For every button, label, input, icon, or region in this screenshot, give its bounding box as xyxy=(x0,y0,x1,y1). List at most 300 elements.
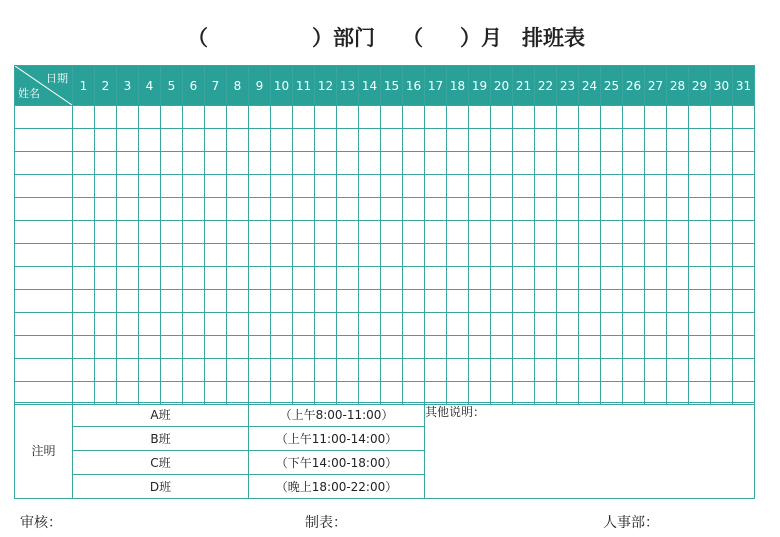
schedule-cell[interactable] xyxy=(689,267,711,290)
schedule-cell[interactable] xyxy=(161,221,183,244)
schedule-cell[interactable] xyxy=(117,175,139,198)
schedule-cell[interactable] xyxy=(205,313,227,336)
schedule-cell[interactable] xyxy=(205,198,227,221)
schedule-cell[interactable] xyxy=(73,221,95,244)
schedule-cell[interactable] xyxy=(117,336,139,359)
schedule-cell[interactable] xyxy=(623,267,645,290)
schedule-cell[interactable] xyxy=(623,336,645,359)
schedule-cell[interactable] xyxy=(667,106,689,129)
schedule-cell[interactable] xyxy=(601,244,623,267)
schedule-cell[interactable] xyxy=(469,175,491,198)
schedule-cell[interactable] xyxy=(425,152,447,175)
schedule-cell[interactable] xyxy=(733,336,755,359)
name-cell[interactable] xyxy=(15,106,73,129)
schedule-cell[interactable] xyxy=(667,267,689,290)
schedule-cell[interactable] xyxy=(447,152,469,175)
schedule-cell[interactable] xyxy=(337,336,359,359)
schedule-cell[interactable] xyxy=(689,221,711,244)
schedule-cell[interactable] xyxy=(139,313,161,336)
schedule-cell[interactable] xyxy=(359,221,381,244)
schedule-cell[interactable] xyxy=(733,244,755,267)
schedule-cell[interactable] xyxy=(227,313,249,336)
schedule-cell[interactable] xyxy=(403,152,425,175)
schedule-cell[interactable] xyxy=(293,290,315,313)
schedule-cell[interactable] xyxy=(73,152,95,175)
schedule-cell[interactable] xyxy=(689,290,711,313)
schedule-cell[interactable] xyxy=(645,267,667,290)
schedule-cell[interactable] xyxy=(667,152,689,175)
schedule-cell[interactable] xyxy=(381,106,403,129)
schedule-cell[interactable] xyxy=(623,175,645,198)
schedule-cell[interactable] xyxy=(161,175,183,198)
schedule-cell[interactable] xyxy=(601,175,623,198)
schedule-cell[interactable] xyxy=(95,198,117,221)
schedule-cell[interactable] xyxy=(513,336,535,359)
schedule-cell[interactable] xyxy=(381,152,403,175)
schedule-cell[interactable] xyxy=(557,267,579,290)
schedule-cell[interactable] xyxy=(645,313,667,336)
schedule-cell[interactable] xyxy=(381,290,403,313)
name-cell[interactable] xyxy=(15,244,73,267)
schedule-cell[interactable] xyxy=(337,152,359,175)
schedule-cell[interactable] xyxy=(117,267,139,290)
schedule-cell[interactable] xyxy=(469,221,491,244)
schedule-cell[interactable] xyxy=(183,244,205,267)
schedule-cell[interactable] xyxy=(535,106,557,129)
schedule-cell[interactable] xyxy=(447,336,469,359)
schedule-cell[interactable] xyxy=(315,336,337,359)
schedule-cell[interactable] xyxy=(73,129,95,152)
schedule-cell[interactable] xyxy=(425,359,447,382)
schedule-cell[interactable] xyxy=(557,198,579,221)
schedule-cell[interactable] xyxy=(623,129,645,152)
schedule-cell[interactable] xyxy=(381,336,403,359)
schedule-cell[interactable] xyxy=(73,106,95,129)
schedule-cell[interactable] xyxy=(557,336,579,359)
schedule-cell[interactable] xyxy=(425,129,447,152)
schedule-cell[interactable] xyxy=(469,336,491,359)
schedule-cell[interactable] xyxy=(315,267,337,290)
schedule-cell[interactable] xyxy=(579,290,601,313)
schedule-cell[interactable] xyxy=(293,313,315,336)
schedule-cell[interactable] xyxy=(271,290,293,313)
schedule-cell[interactable] xyxy=(359,198,381,221)
schedule-cell[interactable] xyxy=(227,267,249,290)
schedule-cell[interactable] xyxy=(73,267,95,290)
schedule-cell[interactable] xyxy=(117,129,139,152)
schedule-cell[interactable] xyxy=(557,129,579,152)
schedule-cell[interactable] xyxy=(403,359,425,382)
schedule-cell[interactable] xyxy=(491,336,513,359)
schedule-cell[interactable] xyxy=(271,267,293,290)
schedule-cell[interactable] xyxy=(557,290,579,313)
schedule-cell[interactable] xyxy=(227,152,249,175)
schedule-cell[interactable] xyxy=(403,336,425,359)
schedule-cell[interactable] xyxy=(117,152,139,175)
schedule-cell[interactable] xyxy=(359,336,381,359)
schedule-cell[interactable] xyxy=(337,244,359,267)
schedule-cell[interactable] xyxy=(491,359,513,382)
schedule-cell[interactable] xyxy=(271,175,293,198)
schedule-cell[interactable] xyxy=(579,244,601,267)
schedule-cell[interactable] xyxy=(337,221,359,244)
schedule-cell[interactable] xyxy=(73,336,95,359)
schedule-cell[interactable] xyxy=(711,175,733,198)
schedule-cell[interactable] xyxy=(689,198,711,221)
schedule-cell[interactable] xyxy=(95,106,117,129)
schedule-cell[interactable] xyxy=(491,244,513,267)
schedule-cell[interactable] xyxy=(535,359,557,382)
schedule-cell[interactable] xyxy=(447,267,469,290)
schedule-cell[interactable] xyxy=(161,129,183,152)
schedule-cell[interactable] xyxy=(161,267,183,290)
schedule-cell[interactable] xyxy=(293,198,315,221)
schedule-cell[interactable] xyxy=(95,359,117,382)
schedule-cell[interactable] xyxy=(645,198,667,221)
schedule-cell[interactable] xyxy=(359,290,381,313)
schedule-cell[interactable] xyxy=(161,152,183,175)
schedule-cell[interactable] xyxy=(535,175,557,198)
schedule-cell[interactable] xyxy=(579,106,601,129)
schedule-cell[interactable] xyxy=(139,336,161,359)
schedule-cell[interactable] xyxy=(205,152,227,175)
schedule-cell[interactable] xyxy=(337,313,359,336)
schedule-cell[interactable] xyxy=(601,129,623,152)
schedule-cell[interactable] xyxy=(315,359,337,382)
schedule-cell[interactable] xyxy=(381,244,403,267)
schedule-cell[interactable] xyxy=(381,359,403,382)
schedule-cell[interactable] xyxy=(623,106,645,129)
schedule-cell[interactable] xyxy=(535,129,557,152)
schedule-cell[interactable] xyxy=(491,313,513,336)
schedule-cell[interactable] xyxy=(227,129,249,152)
schedule-cell[interactable] xyxy=(227,198,249,221)
schedule-cell[interactable] xyxy=(469,313,491,336)
schedule-cell[interactable] xyxy=(601,106,623,129)
schedule-cell[interactable] xyxy=(601,221,623,244)
schedule-cell[interactable] xyxy=(535,313,557,336)
schedule-cell[interactable] xyxy=(645,336,667,359)
schedule-cell[interactable] xyxy=(491,290,513,313)
schedule-cell[interactable] xyxy=(293,244,315,267)
schedule-cell[interactable] xyxy=(161,106,183,129)
schedule-cell[interactable] xyxy=(513,290,535,313)
schedule-cell[interactable] xyxy=(557,221,579,244)
schedule-cell[interactable] xyxy=(95,290,117,313)
schedule-cell[interactable] xyxy=(117,221,139,244)
schedule-cell[interactable] xyxy=(271,359,293,382)
schedule-cell[interactable] xyxy=(513,267,535,290)
schedule-cell[interactable] xyxy=(711,290,733,313)
schedule-cell[interactable] xyxy=(205,129,227,152)
schedule-cell[interactable] xyxy=(183,129,205,152)
schedule-cell[interactable] xyxy=(95,244,117,267)
schedule-cell[interactable] xyxy=(645,106,667,129)
schedule-cell[interactable] xyxy=(447,313,469,336)
schedule-cell[interactable] xyxy=(579,198,601,221)
other-notes[interactable]: 其他说明： xyxy=(425,403,755,499)
schedule-cell[interactable] xyxy=(117,244,139,267)
schedule-cell[interactable] xyxy=(645,175,667,198)
schedule-cell[interactable] xyxy=(403,244,425,267)
schedule-cell[interactable] xyxy=(139,175,161,198)
schedule-cell[interactable] xyxy=(403,198,425,221)
schedule-cell[interactable] xyxy=(293,152,315,175)
schedule-cell[interactable] xyxy=(183,221,205,244)
schedule-cell[interactable] xyxy=(535,244,557,267)
schedule-cell[interactable] xyxy=(469,290,491,313)
schedule-cell[interactable] xyxy=(645,129,667,152)
schedule-cell[interactable] xyxy=(469,267,491,290)
schedule-cell[interactable] xyxy=(381,221,403,244)
schedule-cell[interactable] xyxy=(711,106,733,129)
schedule-cell[interactable] xyxy=(469,244,491,267)
schedule-cell[interactable] xyxy=(579,129,601,152)
schedule-cell[interactable] xyxy=(359,359,381,382)
schedule-cell[interactable] xyxy=(689,244,711,267)
schedule-cell[interactable] xyxy=(183,198,205,221)
schedule-cell[interactable] xyxy=(513,244,535,267)
schedule-cell[interactable] xyxy=(557,359,579,382)
schedule-cell[interactable] xyxy=(95,336,117,359)
schedule-cell[interactable] xyxy=(491,129,513,152)
schedule-cell[interactable] xyxy=(117,106,139,129)
schedule-cell[interactable] xyxy=(249,359,271,382)
schedule-cell[interactable] xyxy=(557,152,579,175)
schedule-cell[interactable] xyxy=(425,106,447,129)
schedule-cell[interactable] xyxy=(249,244,271,267)
schedule-cell[interactable] xyxy=(645,152,667,175)
schedule-cell[interactable] xyxy=(227,244,249,267)
schedule-cell[interactable] xyxy=(205,221,227,244)
schedule-cell[interactable] xyxy=(227,175,249,198)
schedule-cell[interactable] xyxy=(491,106,513,129)
schedule-cell[interactable] xyxy=(205,244,227,267)
schedule-cell[interactable] xyxy=(667,221,689,244)
schedule-cell[interactable] xyxy=(513,175,535,198)
schedule-cell[interactable] xyxy=(733,267,755,290)
schedule-cell[interactable] xyxy=(227,106,249,129)
schedule-cell[interactable] xyxy=(447,198,469,221)
schedule-cell[interactable] xyxy=(183,152,205,175)
schedule-cell[interactable] xyxy=(249,175,271,198)
schedule-cell[interactable] xyxy=(227,221,249,244)
schedule-cell[interactable] xyxy=(425,336,447,359)
schedule-cell[interactable] xyxy=(689,313,711,336)
schedule-cell[interactable] xyxy=(711,198,733,221)
schedule-cell[interactable] xyxy=(667,336,689,359)
schedule-cell[interactable] xyxy=(249,106,271,129)
name-cell[interactable] xyxy=(15,267,73,290)
schedule-cell[interactable] xyxy=(535,290,557,313)
schedule-cell[interactable] xyxy=(271,129,293,152)
schedule-cell[interactable] xyxy=(491,267,513,290)
schedule-cell[interactable] xyxy=(579,175,601,198)
schedule-cell[interactable] xyxy=(315,244,337,267)
schedule-cell[interactable] xyxy=(161,290,183,313)
schedule-cell[interactable] xyxy=(183,267,205,290)
schedule-cell[interactable] xyxy=(183,290,205,313)
schedule-cell[interactable] xyxy=(293,175,315,198)
schedule-cell[interactable] xyxy=(359,244,381,267)
schedule-cell[interactable] xyxy=(557,313,579,336)
schedule-cell[interactable] xyxy=(271,313,293,336)
schedule-cell[interactable] xyxy=(535,221,557,244)
schedule-cell[interactable] xyxy=(271,336,293,359)
schedule-cell[interactable] xyxy=(205,336,227,359)
schedule-cell[interactable] xyxy=(139,359,161,382)
schedule-cell[interactable] xyxy=(403,175,425,198)
schedule-cell[interactable] xyxy=(73,244,95,267)
schedule-cell[interactable] xyxy=(667,290,689,313)
schedule-cell[interactable] xyxy=(645,290,667,313)
schedule-cell[interactable] xyxy=(645,359,667,382)
schedule-cell[interactable] xyxy=(689,106,711,129)
schedule-cell[interactable] xyxy=(425,267,447,290)
schedule-cell[interactable] xyxy=(95,313,117,336)
name-cell[interactable] xyxy=(15,313,73,336)
name-cell[interactable] xyxy=(15,221,73,244)
schedule-cell[interactable] xyxy=(513,198,535,221)
schedule-cell[interactable] xyxy=(161,313,183,336)
schedule-cell[interactable] xyxy=(645,244,667,267)
schedule-cell[interactable] xyxy=(161,359,183,382)
schedule-cell[interactable] xyxy=(689,336,711,359)
schedule-cell[interactable] xyxy=(645,221,667,244)
schedule-cell[interactable] xyxy=(535,152,557,175)
schedule-cell[interactable] xyxy=(689,129,711,152)
schedule-cell[interactable] xyxy=(205,290,227,313)
schedule-cell[interactable] xyxy=(139,244,161,267)
schedule-cell[interactable] xyxy=(733,313,755,336)
schedule-cell[interactable] xyxy=(139,198,161,221)
schedule-cell[interactable] xyxy=(403,221,425,244)
schedule-cell[interactable] xyxy=(711,152,733,175)
schedule-cell[interactable] xyxy=(601,267,623,290)
schedule-cell[interactable] xyxy=(183,359,205,382)
name-cell[interactable] xyxy=(15,290,73,313)
schedule-cell[interactable] xyxy=(95,129,117,152)
schedule-cell[interactable] xyxy=(447,290,469,313)
schedule-cell[interactable] xyxy=(711,244,733,267)
schedule-cell[interactable] xyxy=(733,129,755,152)
schedule-cell[interactable] xyxy=(513,221,535,244)
schedule-cell[interactable] xyxy=(293,359,315,382)
schedule-cell[interactable] xyxy=(491,152,513,175)
schedule-cell[interactable] xyxy=(447,129,469,152)
schedule-cell[interactable] xyxy=(337,106,359,129)
schedule-cell[interactable] xyxy=(733,290,755,313)
schedule-cell[interactable] xyxy=(293,221,315,244)
name-cell[interactable] xyxy=(15,129,73,152)
schedule-cell[interactable] xyxy=(95,152,117,175)
schedule-cell[interactable] xyxy=(117,359,139,382)
schedule-cell[interactable] xyxy=(601,198,623,221)
schedule-cell[interactable] xyxy=(447,221,469,244)
schedule-cell[interactable] xyxy=(425,198,447,221)
schedule-cell[interactable] xyxy=(711,313,733,336)
schedule-cell[interactable] xyxy=(161,244,183,267)
schedule-cell[interactable] xyxy=(513,313,535,336)
schedule-cell[interactable] xyxy=(95,267,117,290)
schedule-cell[interactable] xyxy=(139,267,161,290)
schedule-cell[interactable] xyxy=(227,359,249,382)
schedule-cell[interactable] xyxy=(315,290,337,313)
schedule-cell[interactable] xyxy=(293,267,315,290)
schedule-cell[interactable] xyxy=(623,221,645,244)
schedule-cell[interactable] xyxy=(667,129,689,152)
schedule-cell[interactable] xyxy=(315,152,337,175)
schedule-cell[interactable] xyxy=(623,290,645,313)
schedule-cell[interactable] xyxy=(183,106,205,129)
schedule-cell[interactable] xyxy=(425,221,447,244)
name-cell[interactable] xyxy=(15,152,73,175)
schedule-cell[interactable] xyxy=(491,175,513,198)
schedule-cell[interactable] xyxy=(249,129,271,152)
schedule-cell[interactable] xyxy=(117,198,139,221)
schedule-cell[interactable] xyxy=(117,313,139,336)
schedule-cell[interactable] xyxy=(73,175,95,198)
schedule-cell[interactable] xyxy=(293,129,315,152)
schedule-cell[interactable] xyxy=(579,336,601,359)
schedule-cell[interactable] xyxy=(579,152,601,175)
schedule-cell[interactable] xyxy=(359,152,381,175)
schedule-cell[interactable] xyxy=(337,175,359,198)
schedule-cell[interactable] xyxy=(535,336,557,359)
schedule-cell[interactable] xyxy=(733,152,755,175)
schedule-cell[interactable] xyxy=(403,106,425,129)
schedule-cell[interactable] xyxy=(95,221,117,244)
name-cell[interactable] xyxy=(15,359,73,382)
name-cell[interactable] xyxy=(15,175,73,198)
schedule-cell[interactable] xyxy=(315,313,337,336)
schedule-cell[interactable] xyxy=(183,313,205,336)
schedule-cell[interactable] xyxy=(381,267,403,290)
schedule-cell[interactable] xyxy=(293,336,315,359)
schedule-cell[interactable] xyxy=(271,106,293,129)
schedule-cell[interactable] xyxy=(227,290,249,313)
schedule-cell[interactable] xyxy=(227,336,249,359)
schedule-cell[interactable] xyxy=(337,198,359,221)
schedule-cell[interactable] xyxy=(689,175,711,198)
schedule-cell[interactable] xyxy=(469,106,491,129)
schedule-cell[interactable] xyxy=(601,290,623,313)
schedule-cell[interactable] xyxy=(535,198,557,221)
schedule-cell[interactable] xyxy=(425,175,447,198)
schedule-cell[interactable] xyxy=(733,198,755,221)
schedule-cell[interactable] xyxy=(359,106,381,129)
schedule-cell[interactable] xyxy=(249,267,271,290)
schedule-cell[interactable] xyxy=(711,129,733,152)
schedule-cell[interactable] xyxy=(689,359,711,382)
schedule-cell[interactable] xyxy=(623,313,645,336)
schedule-cell[interactable] xyxy=(271,221,293,244)
schedule-cell[interactable] xyxy=(315,198,337,221)
schedule-cell[interactable] xyxy=(205,267,227,290)
schedule-cell[interactable] xyxy=(117,290,139,313)
schedule-cell[interactable] xyxy=(73,313,95,336)
schedule-cell[interactable] xyxy=(271,152,293,175)
schedule-cell[interactable] xyxy=(513,359,535,382)
schedule-cell[interactable] xyxy=(381,313,403,336)
schedule-cell[interactable] xyxy=(689,152,711,175)
schedule-cell[interactable] xyxy=(359,175,381,198)
schedule-cell[interactable] xyxy=(447,106,469,129)
schedule-cell[interactable] xyxy=(359,129,381,152)
schedule-cell[interactable] xyxy=(491,198,513,221)
schedule-cell[interactable] xyxy=(711,336,733,359)
schedule-cell[interactable] xyxy=(161,198,183,221)
